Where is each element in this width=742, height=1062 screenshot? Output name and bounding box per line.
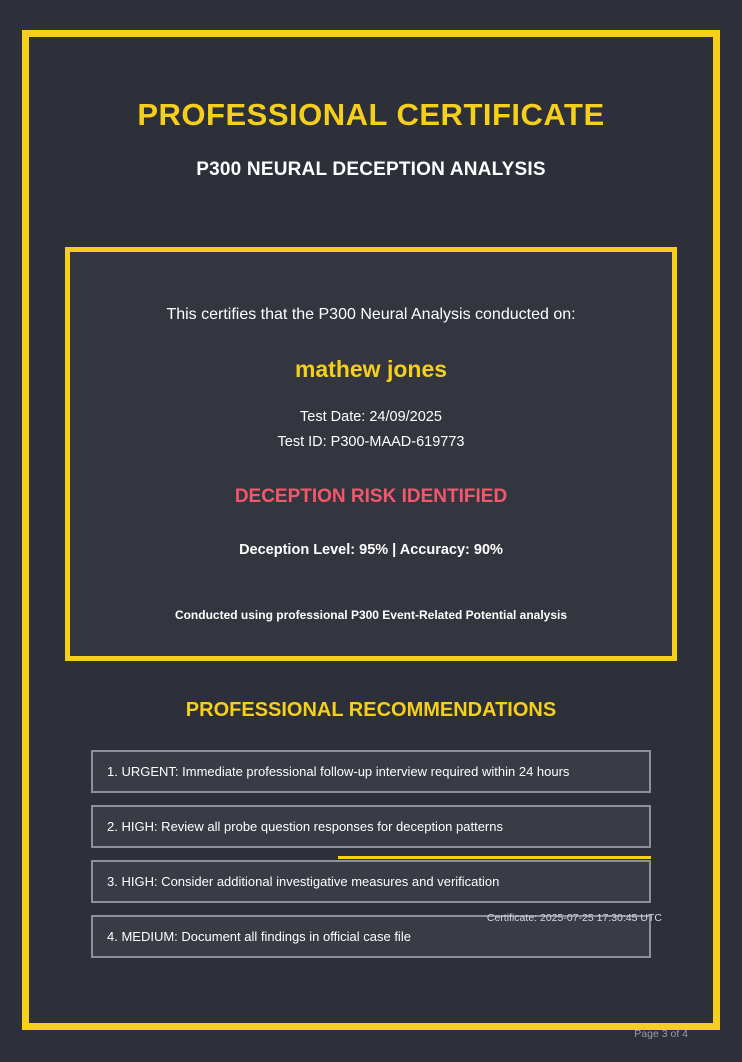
page-title: PROFESSIONAL CERTIFICATE (137, 97, 605, 132)
deception-levels: Deception Level: 95% | Accuracy: 90% (239, 542, 503, 558)
certifies-text: This certifies that the P300 Neural Analysis conducted on: (166, 306, 576, 323)
certificate-outer-frame (22, 30, 720, 1030)
recommendations-heading: PROFESSIONAL RECOMMENDATIONS (185, 699, 557, 721)
test-date: Test Date: 24/09/2025 (300, 409, 442, 425)
list-item: 4. MEDIUM: Document all findings in official case file (91, 915, 651, 958)
method-note: Conducted using professional P300 Event-Related Potential analysis (174, 608, 568, 622)
certificate-details-box (65, 247, 677, 661)
subject-name: mathew jones (294, 356, 448, 382)
certificate-stamp: Certificate: 2025-07-25 17:30:45 UTC (486, 912, 662, 924)
list-item: 1. URGENT: Immediate professional follow-up interview required within 24 hours (91, 750, 651, 793)
list-item: 3. HIGH: Consider additional investigative measures and verification (91, 860, 651, 903)
test-id: Test ID: P300-MAAD-619773 (277, 434, 465, 450)
recommendations-list (65, 750, 677, 958)
list-item: 2. HIGH: Review all probe question responses for deception patterns (91, 805, 651, 848)
page-number: Page 3 of 4 (634, 1028, 688, 1040)
status-badge: DECEPTION RISK IDENTIFIED (234, 486, 508, 507)
certificate-content (29, 37, 713, 1023)
page-subtitle: P300 NEURAL DECEPTION ANALYSIS (196, 159, 546, 180)
